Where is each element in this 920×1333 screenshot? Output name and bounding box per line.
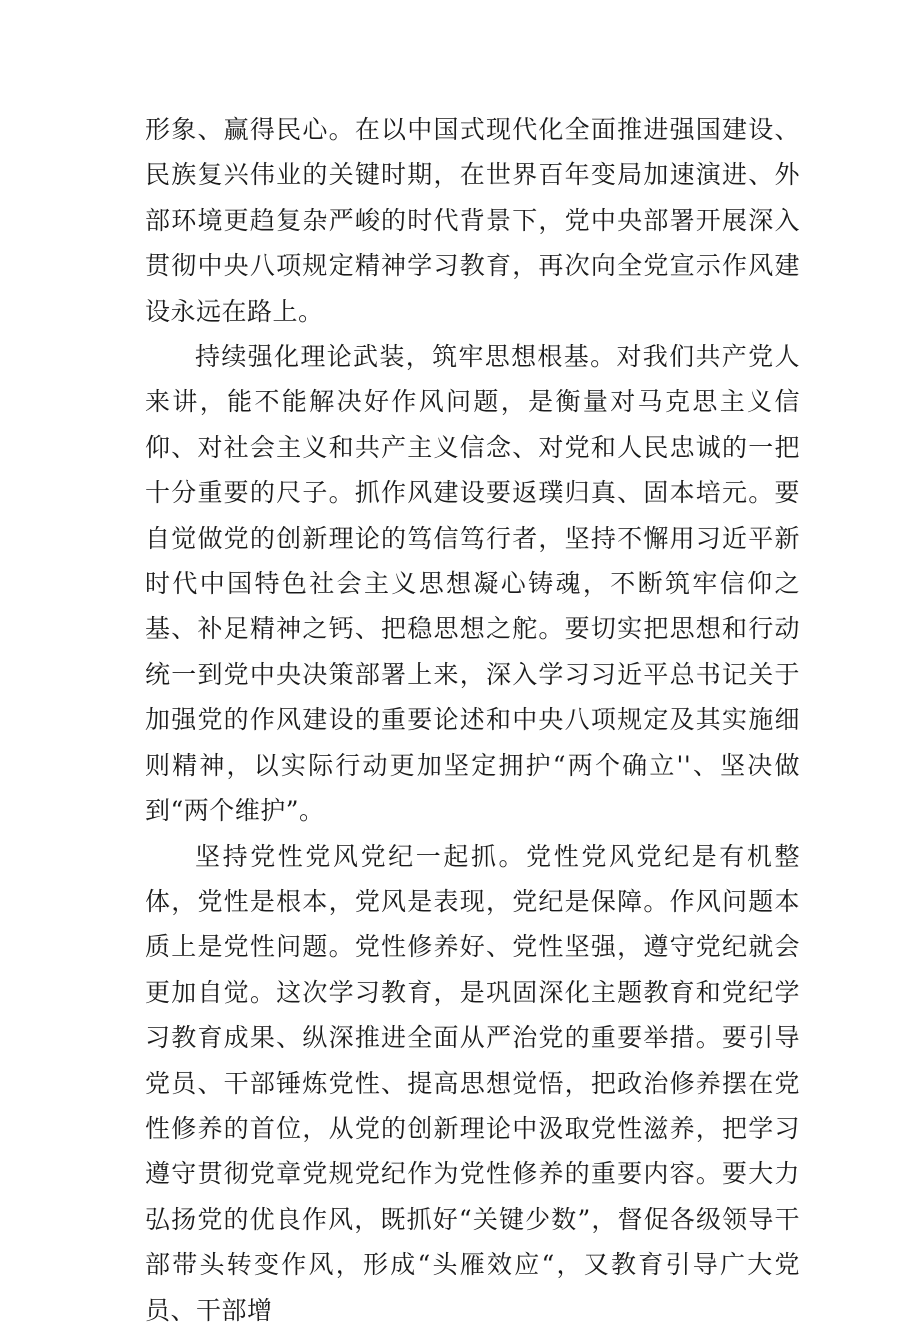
paragraph-1: 形象、赢得民心。在以中国式现代化全面推进强国建设、民族复兴伟业的关键时期，在世界百年变局加速演进、外部环境更趋复杂严峻的时代背景下，党中央部署开展深入贯彻中央八项规定精神学习教育，再次向全党宣示作风建设永远在路上。	[145, 115, 800, 326]
document-body	[145, 107, 800, 1333]
paragraph-2: 持续强化理论武装，筑牢思想根基。对我们共产党人来讲，能不能解决好作风问题，是衡量对马克思主义信仰、对社会主义和共产主义信念、对党和人民忠诚的一把十分重要的尺子。抓作风建设要返璞归真、固本培元。要自觉做党的创新理论的笃信笃行者，坚持不懈用习近平新时代中国特色社会主义思想凝心铸魂，不断筑牢信仰之基、补足精神之钙、把稳思想之舵。要切实把思想和行动统一到党中央决策部署上来，深入学习习近平总书记关于加强党的作风建设的重要论述和中央八项规定及其实施细则精神，以实际行动更加坚定拥护“两个确立''、坚决做到“两个维护”。	[145, 342, 800, 826]
paragraph-3: 坚持党性党风党纪一起抓。党性党风党纪是有机整体，党性是根本，党风是表现，党纪是保障。作风问题本质上是党性问题。党性修养好、党性坚强，遵守党纪就会更加自觉。这次学习教育，是巩固深化主题教育和党纪学习教育成果、纵深推进全面从严治党的重要举措。要引导党员、干部锤炼党性、提高思想觉悟，把政治修养摆在党性修养的首位，从党的创新理论中汲取党性滋养，把学习遵守贯彻党章党规党纪作为党性修养的重要内容。要大力弘扬党的优良作风，既抓好“关键少数”，督促各级领导干部带头转变作风，形成“头雁效应“，又教育引导广大党员、干部增	[145, 841, 800, 1325]
